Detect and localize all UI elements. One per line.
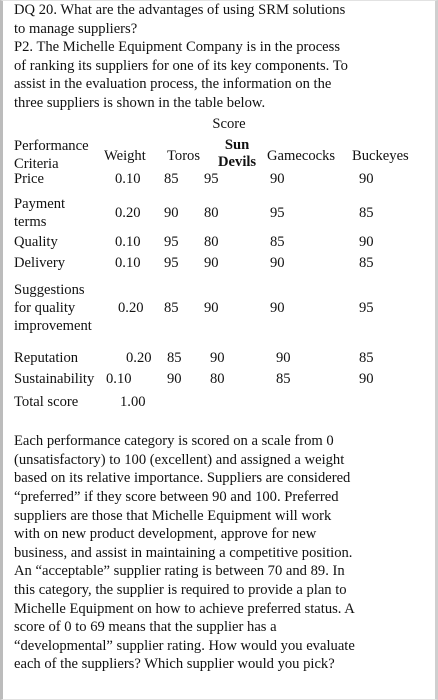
cell-criteria-line: Price xyxy=(14,171,44,188)
problem-intro-line: of ranking its suppliers for one of its key components. To xyxy=(14,57,348,74)
header-gamecocks: Gamecocks xyxy=(267,148,336,165)
cell-gamecocks: 90 xyxy=(270,300,285,317)
cell-sun-devils: 80 xyxy=(204,234,219,251)
document-content xyxy=(14,1,426,674)
cell-sun-devils: 90 xyxy=(204,255,219,272)
score-heading: Score xyxy=(212,115,246,132)
cell-criteria xyxy=(14,254,65,272)
cell-criteria xyxy=(14,393,78,411)
cell-criteria-line: Reputation xyxy=(14,350,79,367)
description-line: based on its relative importance. Suppliers are considered xyxy=(14,470,351,487)
cell-criteria-line: Total score xyxy=(14,394,79,411)
description-line: Michelle Equipment on how to achieve preferred status. A xyxy=(14,600,355,617)
cell-buckeyes: 85 xyxy=(359,350,374,367)
problem-intro-line: P2. The Michelle Equipment Company is in the process xyxy=(14,39,341,56)
cell-weight: 0.10 xyxy=(106,371,132,388)
header-buckeyes: Buckeyes xyxy=(352,148,409,165)
cell-gamecocks: 90 xyxy=(270,171,285,188)
description-line: this category, the supplier is required to provide a plan to xyxy=(14,581,347,598)
description-line: Each performance category is scored on a scale from 0 xyxy=(14,433,334,450)
cell-criteria-line: Payment xyxy=(14,196,66,213)
description-line: score of 0 to 69 means that the supplier has a xyxy=(14,619,277,636)
description-line: suppliers are those that Michelle Equipment will work xyxy=(14,507,332,524)
cell-criteria-line: Delivery xyxy=(14,255,66,272)
cell-toros: 85 xyxy=(164,171,179,188)
cell-criteria xyxy=(14,170,44,188)
header-criteria xyxy=(14,137,89,173)
cell-toros: 95 xyxy=(164,234,179,251)
description-line: “developmental” supplier rating. How would you evaluate xyxy=(14,637,355,654)
cell-weight: 0.10 xyxy=(115,171,141,188)
description-line: “preferred” if they score between 90 and 100. Preferred xyxy=(14,488,339,505)
cell-criteria xyxy=(14,370,94,388)
cell-weight: 0.20 xyxy=(126,350,152,367)
cell-toros: 85 xyxy=(167,350,182,367)
header-sun-devils-line: Sun xyxy=(224,137,250,154)
cell-criteria-line: terms xyxy=(14,214,47,231)
header-weight: Weight xyxy=(104,148,146,165)
cell-criteria-line: Quality xyxy=(14,234,58,251)
cell-sun-devils: 90 xyxy=(210,350,225,367)
cell-buckeyes: 85 xyxy=(359,255,374,272)
description-line: with on new product development, approve for new xyxy=(14,526,317,543)
supplier-score-table xyxy=(14,137,426,432)
header-criteria-line: Criteria xyxy=(14,156,59,173)
cell-gamecocks: 90 xyxy=(276,350,291,367)
question-title-line: DQ 20. What are the advantages of using SRM solutions xyxy=(14,2,346,18)
problem-intro-line: assist in the evaluation process, the information on the xyxy=(14,76,332,93)
cell-buckeyes: 85 xyxy=(359,205,374,222)
cell-toros: 90 xyxy=(167,371,182,388)
cell-weight: 0.10 xyxy=(115,255,141,272)
question-title xyxy=(14,1,426,38)
scoring-description xyxy=(14,432,426,674)
cell-gamecocks: 85 xyxy=(270,234,285,251)
description-line: An “acceptable” supplier rating is between 70 and 89. In xyxy=(14,563,345,580)
cell-weight: 0.20 xyxy=(118,300,144,317)
cell-sun-devils: 90 xyxy=(204,300,219,317)
cell-gamecocks: 95 xyxy=(270,205,285,222)
problem-intro-line: three suppliers is shown in the table below. xyxy=(14,94,266,111)
cell-criteria-line: Sustainability xyxy=(14,371,95,388)
header-toros: Toros xyxy=(167,148,201,165)
cell-toros: 95 xyxy=(164,255,179,272)
header-criteria-line: Performance xyxy=(14,138,89,155)
cell-sun-devils: 80 xyxy=(204,205,219,222)
cell-buckeyes: 90 xyxy=(359,371,374,388)
header-sun-devils xyxy=(218,137,256,171)
cell-criteria xyxy=(14,233,58,251)
cell-criteria-line: improvement xyxy=(14,318,92,335)
cell-toros: 85 xyxy=(164,300,179,317)
question-title-line: to manage suppliers? xyxy=(14,20,138,37)
cell-criteria xyxy=(14,195,65,231)
description-line: each of the suppliers? Which supplier would you pick? xyxy=(14,656,335,673)
cell-gamecocks: 85 xyxy=(276,371,291,388)
description-line: business, and assist in maintaining a competitive position. xyxy=(14,544,353,561)
cell-sun-devils: 80 xyxy=(210,371,225,388)
description-line: (unsatisfactory) to 100 (excellent) and assigned a weight xyxy=(14,451,345,468)
cell-buckeyes: 90 xyxy=(359,171,374,188)
cell-gamecocks: 90 xyxy=(270,255,285,272)
problem-intro xyxy=(14,38,426,112)
cell-buckeyes: 90 xyxy=(359,234,374,251)
cell-criteria-line: for quality xyxy=(14,300,76,317)
cell-criteria xyxy=(14,281,92,335)
cell-buckeyes: 95 xyxy=(359,300,374,317)
cell-weight: 0.20 xyxy=(115,205,141,222)
cell-criteria xyxy=(14,349,78,367)
cell-weight: 1.00 xyxy=(120,394,146,411)
header-sun-devils-line: Devils xyxy=(218,154,257,171)
cell-toros: 90 xyxy=(164,205,179,222)
cell-criteria-line: Suggestions xyxy=(14,282,85,299)
cell-sun-devils: 95 xyxy=(204,171,219,188)
cell-weight: 0.10 xyxy=(115,234,141,251)
